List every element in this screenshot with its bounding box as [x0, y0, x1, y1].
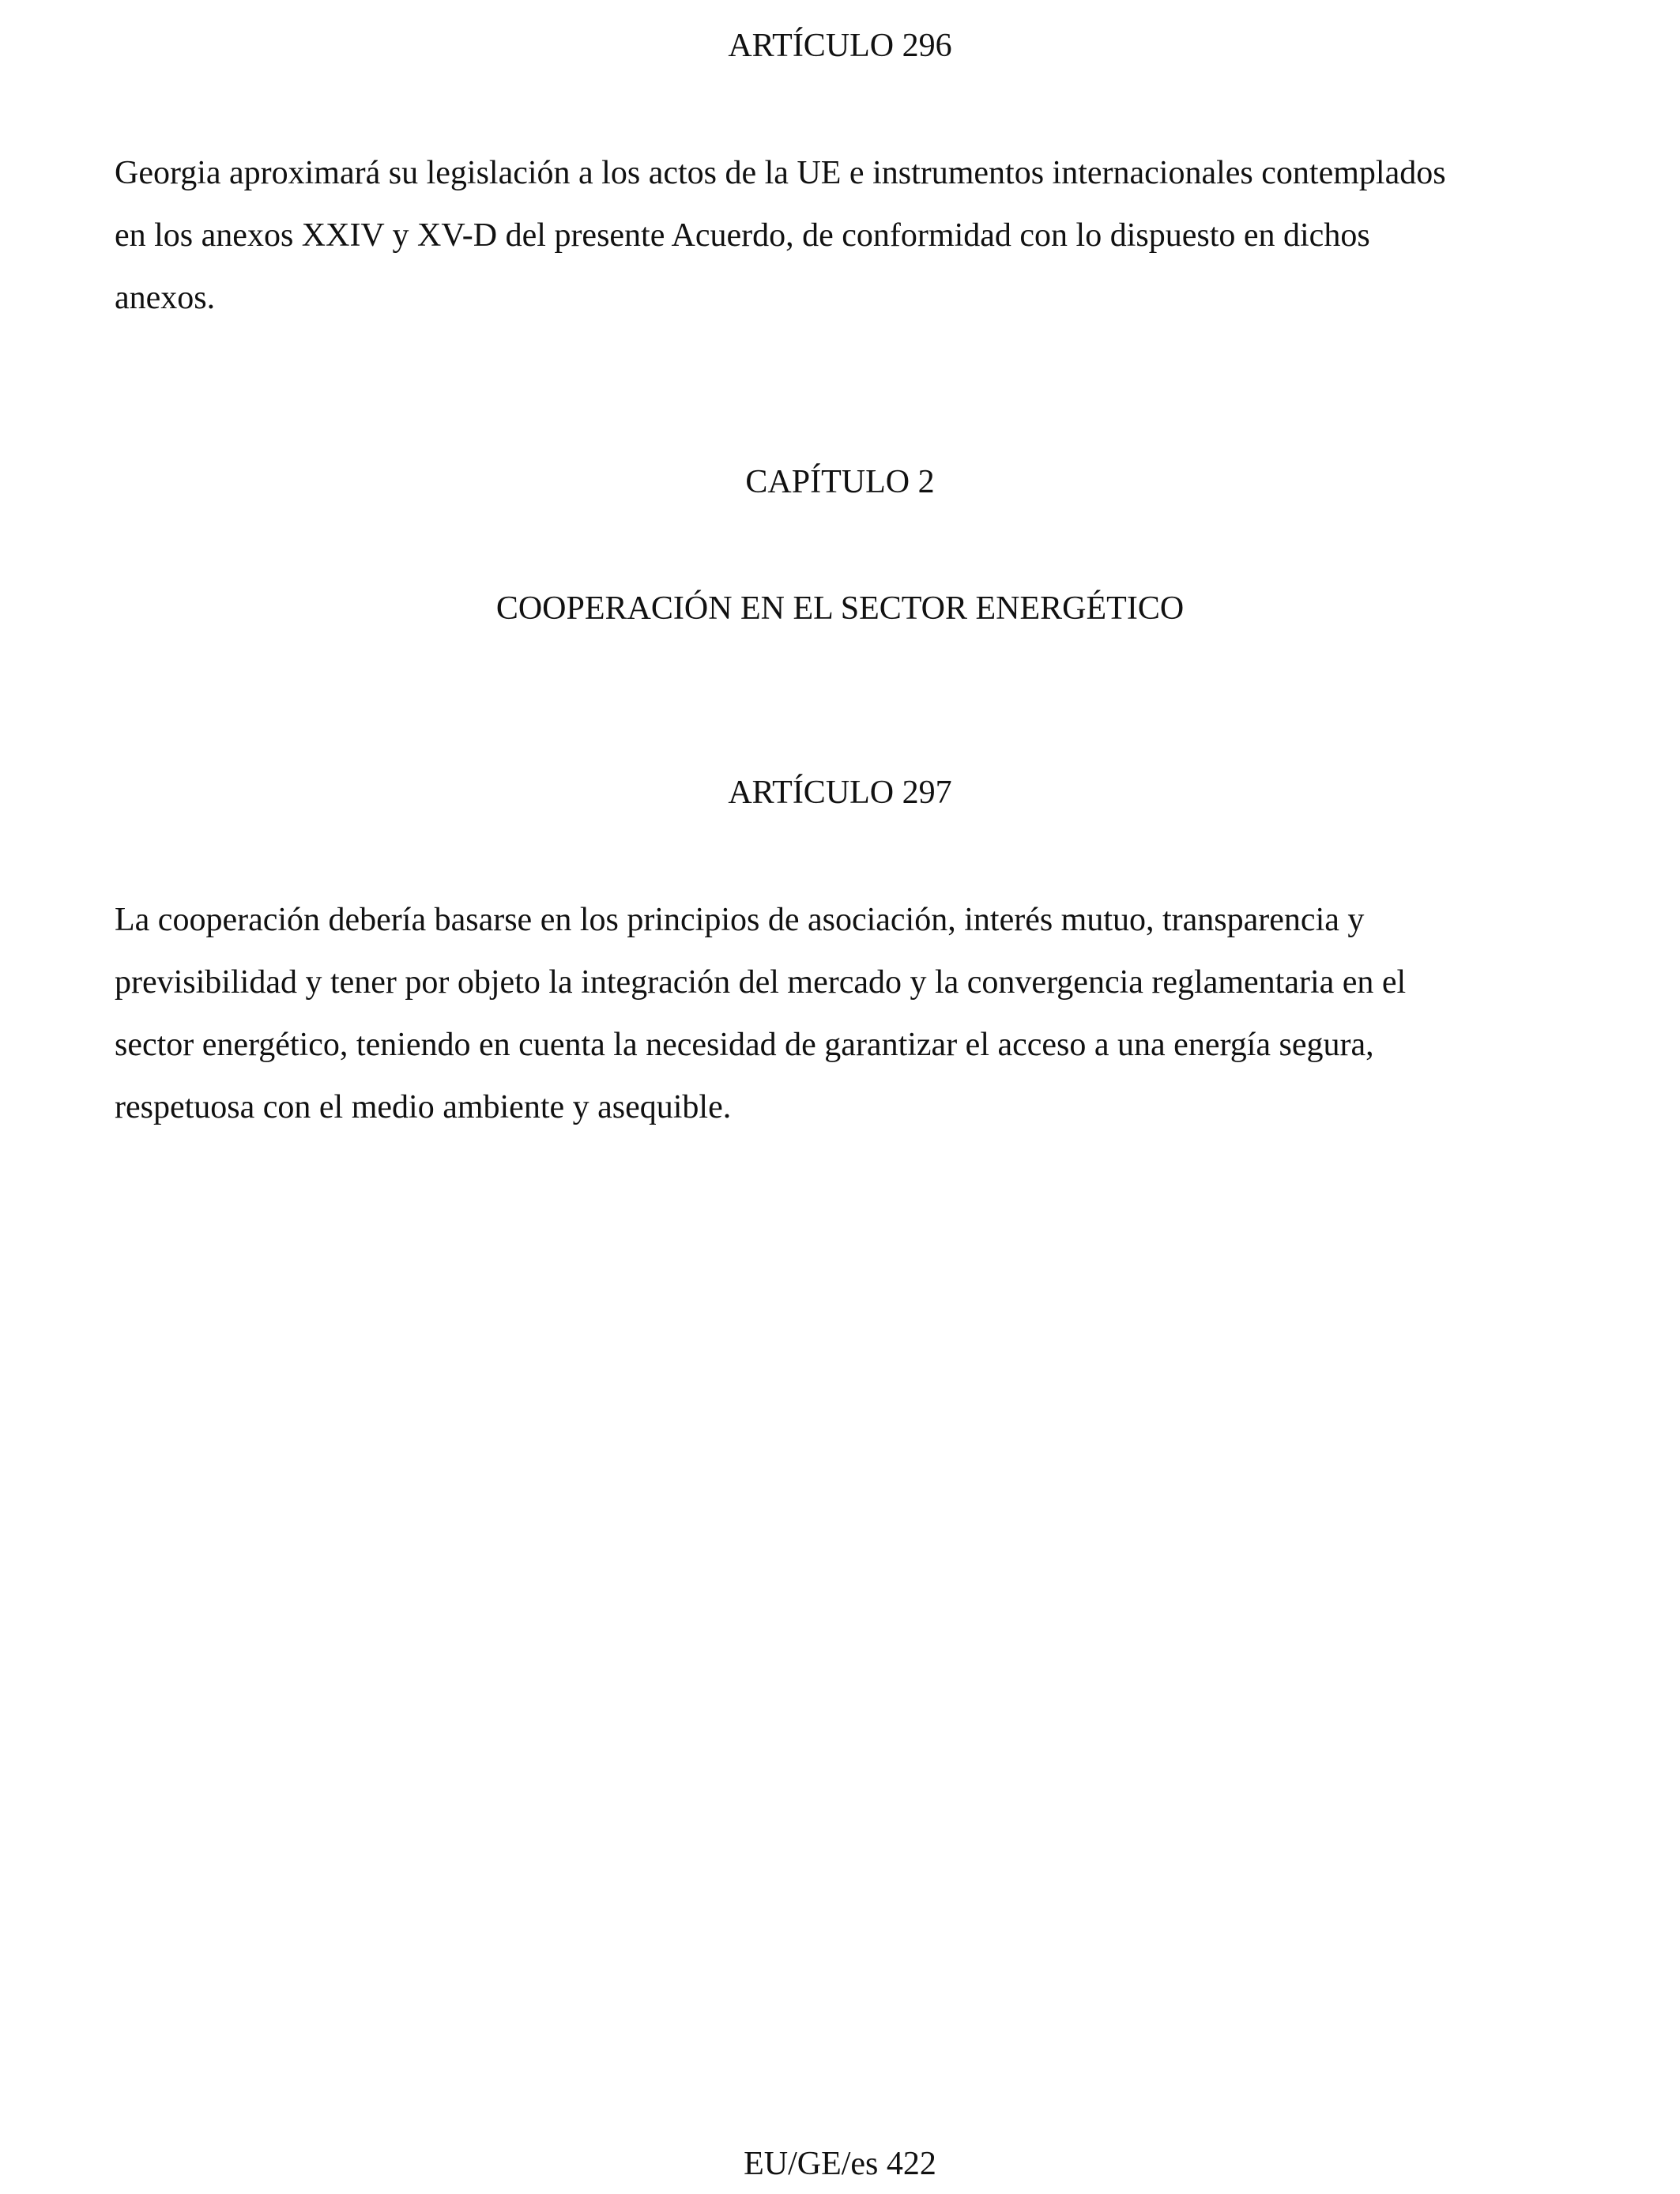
article-297-heading: ARTÍCULO 297: [728, 775, 952, 811]
page-footer: EU/GE/es 422: [744, 2146, 936, 2182]
article-297-paragraph: [115, 889, 1600, 1139]
paragraph-line: previsibilidad y tener por objeto la integración del mercado y la convergencia reglamentaria en el: [115, 964, 1407, 1001]
article-296-paragraph: [115, 142, 1600, 330]
paragraph-line: La cooperación debería basarse en los principios de asociación, interés mutuo, transparencia y: [115, 902, 1365, 938]
paragraph-line: Georgia aproximará su legislación a los actos de la UE e instrumentos internacionales contemplados: [115, 155, 1446, 191]
chapter-heading: CAPÍTULO 2: [745, 464, 935, 500]
paragraph-line: en los anexos XXIV y XV-D del presente Acuerdo, de conformidad con lo dispuesto en dichos: [115, 217, 1370, 254]
chapter-title: COOPERACIÓN EN EL SECTOR ENERGÉTICO: [495, 590, 1185, 627]
article-296-heading: ARTÍCULO 296: [728, 28, 952, 64]
paragraph-line: anexos.: [115, 280, 216, 316]
paragraph-line: respetuosa con el medio ambiente y asequible.: [115, 1089, 732, 1125]
paragraph-line: sector energético, teniendo en cuenta la necesidad de garantizar el acceso a una energía segura,: [115, 1027, 1374, 1063]
